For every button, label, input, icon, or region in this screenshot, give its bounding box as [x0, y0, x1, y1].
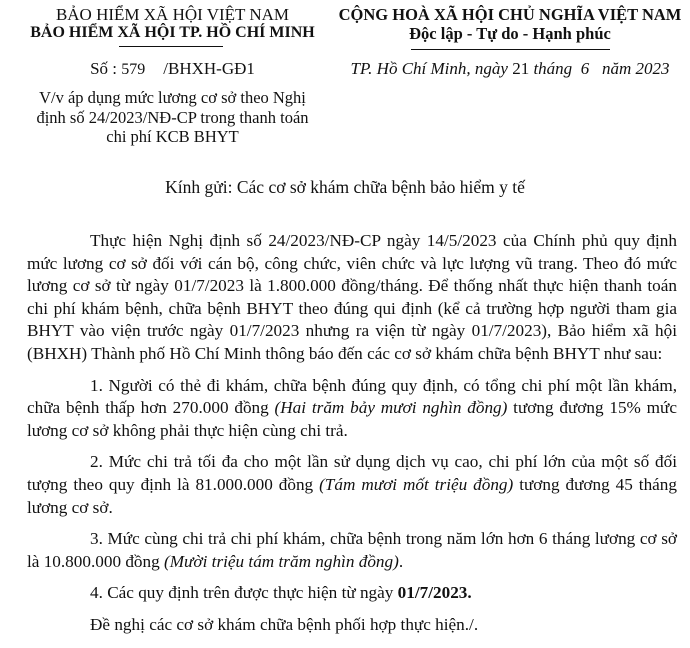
agency-parent: BẢO HIỂM XÃ HỘI VIỆT NAM [55, 5, 290, 24]
ref-number: 579 [121, 61, 146, 78]
item-4: 4. Các quy định trên được thực hiện từ ngày 01/7/2023. [90, 583, 472, 603]
closing-paragraph: Đề nghị các cơ sở khám chữa bệnh phối hợp thực hiện./. [90, 614, 479, 634]
national-motto: Độc lập - Tự do - Hạnh phúc [409, 24, 611, 43]
date-month: 6 [580, 59, 590, 78]
ref-label: Số : [90, 59, 122, 78]
date-day: 21 [512, 59, 530, 78]
subject-line: chi phí KCB BHYT [106, 127, 239, 146]
agency-divider [119, 46, 223, 47]
country-name: CỘNG HOÀ XÃ HỘI CHỦ NGHĨA VIỆT NAM [338, 5, 682, 24]
issue-date: TP. Hồ Chí Minh, ngày 21 tháng 6 năm 2023 [350, 59, 670, 78]
document-body [27, 230, 677, 637]
subject-line: định số 24/2023/NĐ-CP trong thanh toán [36, 107, 309, 127]
subject-line: V/v áp dụng mức lương cơ sở theo Nghị [39, 88, 306, 107]
ref-suffix: /BHXH-GĐ1 [163, 59, 255, 78]
subject [0, 88, 345, 147]
item-1: 1. Người có thẻ đi khám, chữa bệnh đúng quy định, có tổng chi phí một lần khám, chữa bệnh thấp hơn 270.000 đồng (Hai trăm bảy mươi nghìn đồng) tương đương 15% mức lương cơ sở không phải thực hiện cùng chi trả. [27, 375, 677, 440]
greeting: Kính gửi: Các cơ sở khám chữa bệnh bảo hiểm y tế [165, 177, 525, 197]
item-2: 2. Mức chi trả tối đa cho một lần sử dụng dịch vụ cao, chi phí lớn của một số đối tượng theo quy định là 81.000.000 đồng (Tám mươi mốt triệu đồng) tương đương 45 tháng lương cơ sở. [27, 452, 677, 517]
motto-divider [411, 49, 610, 50]
item-3: 3. Mức cùng chi trả chi phí khám, chữa bệnh trong năm lớn hơn 6 tháng lương cơ sở là 10.800.000 đồng (Mười triệu tám trăm nghìn đồng). [27, 529, 677, 571]
reference-number [0, 58, 345, 81]
intro-paragraph: Thực hiện Nghị định số 24/2023/NĐ-CP ngày 14/5/2023 của Chính phủ quy định mức lương cơ sở đối với cán bộ, công chức, viên chức và lực lượng vũ trang. Theo đó mức lương cơ sở từ ngày 01/7/2023 là 1.800.000 đồng/tháng. Để thống nhất thực hiện thanh toán chi phí khám bệnh, chữa bệnh BHYT theo đúng qui định (kể cả trường hợp người tham gia BHYT vào viện trước ngày 01/7/2023 nhưng ra viện từ ngày 01/7/2023), Bảo hiểm xã hội (BHXH) Thành phố Hồ Chí Minh thông báo đến các cơ sở khám chữa bệnh BHYT như sau: [27, 231, 677, 363]
agency-name: BẢO HIỂM XÃ HỘI TP. HỒ CHÍ MINH [30, 24, 315, 41]
